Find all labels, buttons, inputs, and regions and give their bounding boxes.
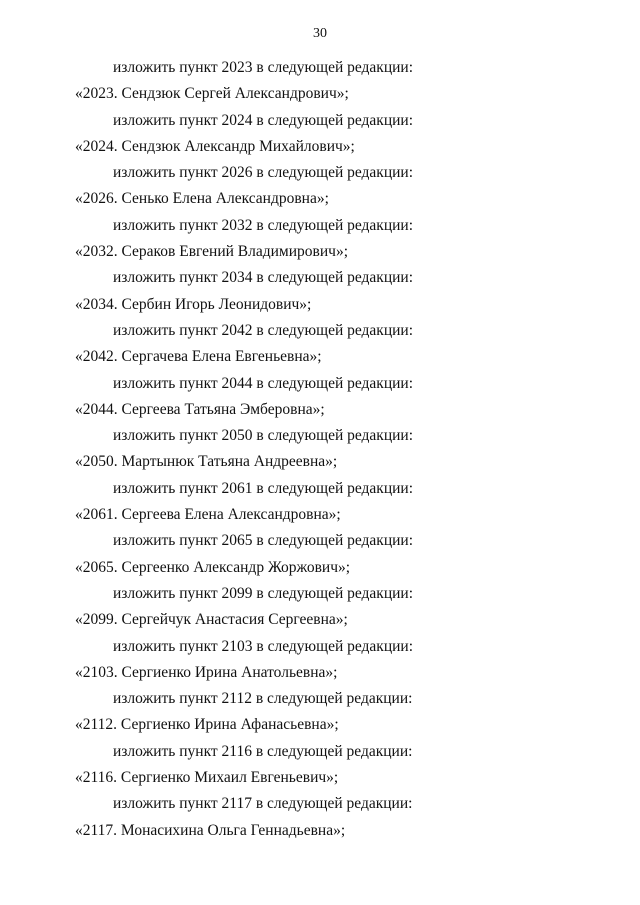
amendment-instruction: изложить пункт 2042 в следующей редакции: <box>113 321 414 339</box>
amendment-entry: «2034. Сербин Игорь Леонидович»; <box>75 295 312 313</box>
amendment-entry: «2023. Сендзюк Сергей Александрович»; <box>75 85 349 103</box>
amendment-entry: «2026. Сенько Елена Александровна»; <box>75 190 329 208</box>
amendment-instruction: изложить пункт 2061 в следующей редакции: <box>113 479 414 497</box>
amendment-entry: «2065. Сергеенко Александр Жоржович»; <box>75 558 351 576</box>
amendment-entry: «2103. Сергиенко Ирина Анатольевна»; <box>75 663 338 681</box>
amendment-instruction: изложить пункт 2044 в следующей редакции: <box>113 374 414 392</box>
amendment-instruction: изложить пункт 2112 в следующей редакции: <box>113 690 413 708</box>
page-number: 30 <box>313 26 327 41</box>
amendment-entry: «2116. Сергиенко Михаил Евгеньевич»; <box>75 769 339 787</box>
amendment-entry: «2112. Сергиенко Ирина Афанасьевна»; <box>75 716 339 734</box>
amendment-entry: «2032. Сераков Евгений Владимирович»; <box>75 243 349 261</box>
amendment-instruction: изложить пункт 2099 в следующей редакции: <box>113 584 414 602</box>
amendment-instruction: изложить пункт 2117 в следующей редакции: <box>113 795 413 813</box>
amendment-instruction: изложить пункт 2032 в следующей редакции: <box>113 216 414 234</box>
amendment-entry: «2117. Монасихина Ольга Геннадьевна»; <box>75 821 346 839</box>
amendment-instruction: изложить пункт 2065 в следующей редакции: <box>113 532 414 550</box>
amendment-instruction: изложить пункт 2103 в следующей редакции: <box>113 637 414 655</box>
amendment-instruction: изложить пункт 2050 в следующей редакции: <box>113 427 414 445</box>
amendment-entry: «2024. Сендзюк Александр Михайлович»; <box>75 137 355 155</box>
amendment-entry: «2050. Мартынюк Татьяна Андреевна»; <box>75 453 338 471</box>
amendment-entry: «2061. Сергеева Елена Александровна»; <box>75 506 341 524</box>
amendment-entry: «2099. Сергейчук Анастасия Сергеевна»; <box>75 611 348 629</box>
amendment-entry: «2044. Сергеева Татьяна Эмберовна»; <box>75 400 325 418</box>
amendment-entry: «2042. Сергачева Елена Евгеньевна»; <box>75 348 322 366</box>
amendment-instruction: изложить пункт 2026 в следующей редакции: <box>113 164 414 182</box>
document-body <box>0 57 640 846</box>
amendment-instruction: изложить пункт 2023 в следующей редакции: <box>113 59 414 76</box>
amendment-instruction: изложить пункт 2034 в следующей редакции: <box>113 269 414 287</box>
amendment-instruction: изложить пункт 2116 в следующей редакции: <box>113 742 413 760</box>
amendment-instruction: изложить пункт 2024 в следующей редакции: <box>113 111 414 129</box>
